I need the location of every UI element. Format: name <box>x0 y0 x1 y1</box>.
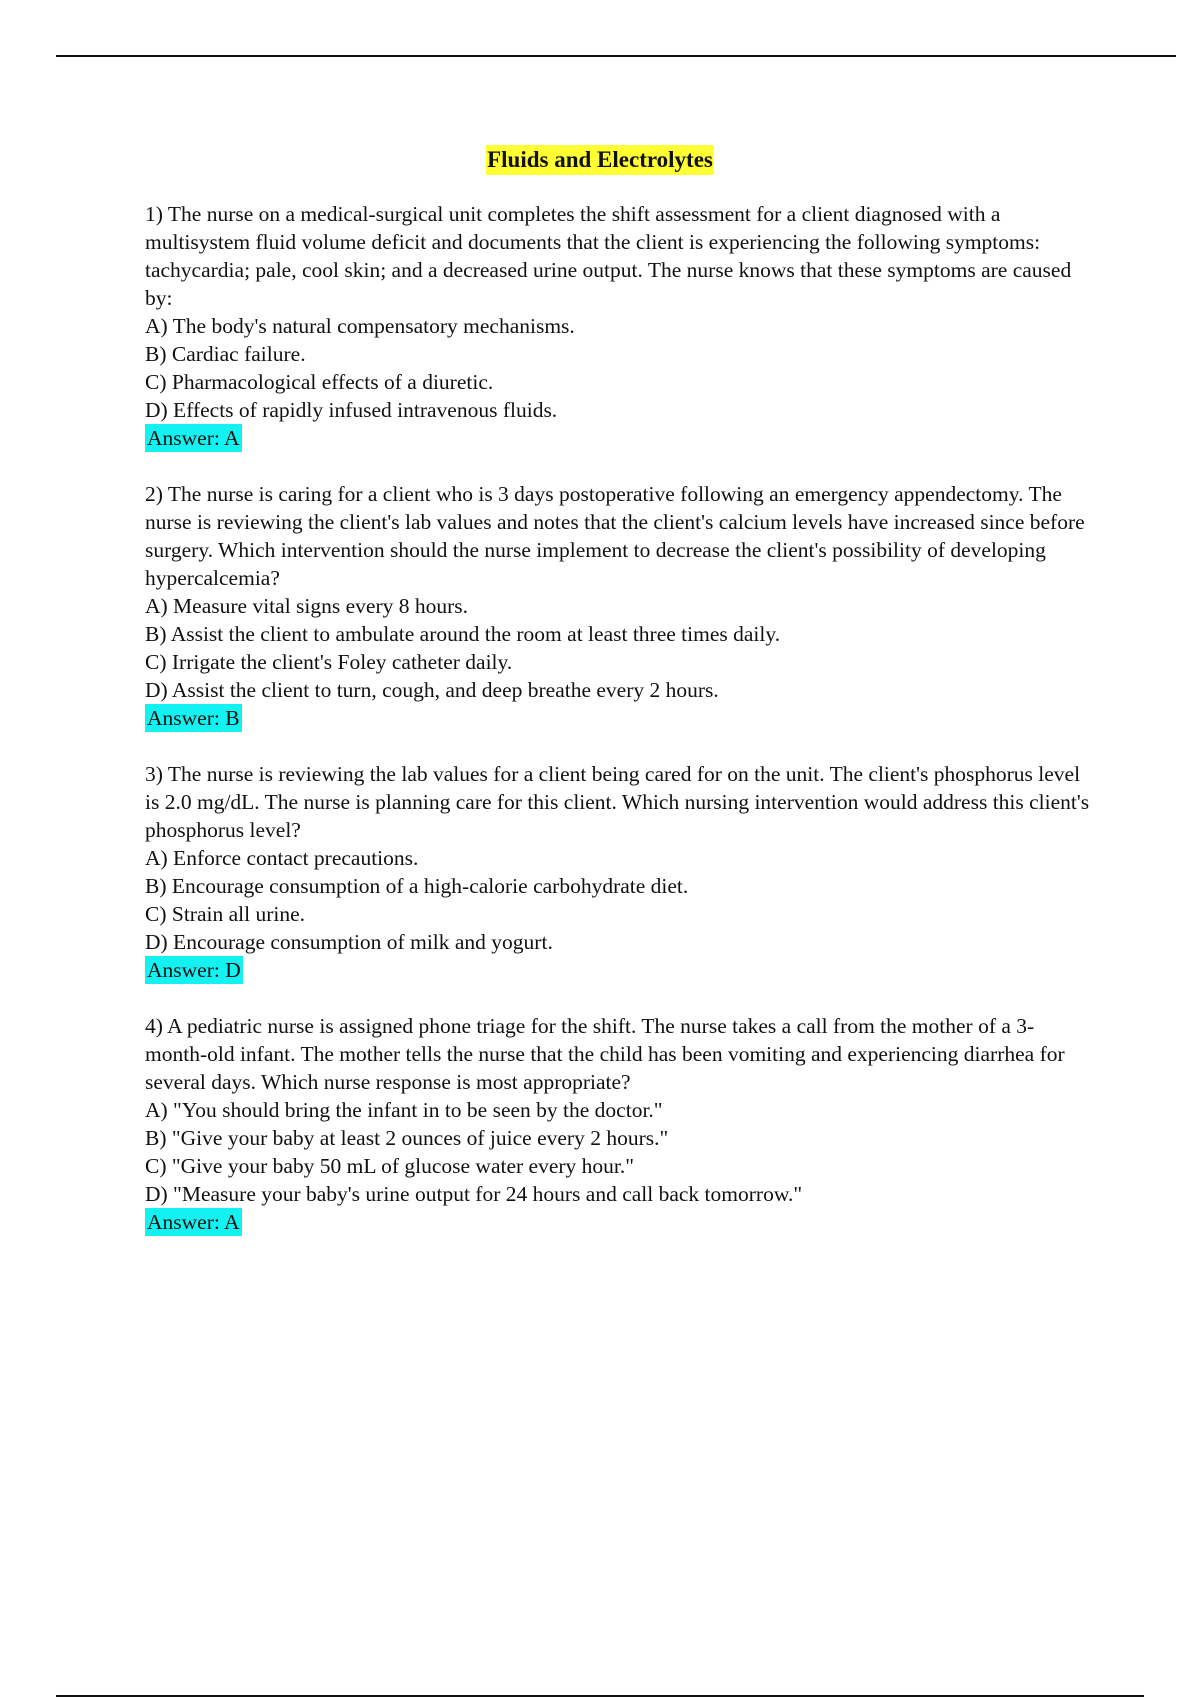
question-2 <box>145 480 1090 732</box>
answer-label: Answer: A <box>147 1210 240 1234</box>
top-rule <box>56 55 1176 57</box>
bottom-rule <box>56 1695 1144 1697</box>
question-list <box>145 200 1090 1264</box>
option-d: D) Effects of rapidly infused intravenous fluids. <box>145 398 558 422</box>
question-1 <box>145 200 1090 452</box>
option-a: A) "You should bring the infant in to be seen by the doctor." <box>145 1098 663 1122</box>
option-c: C) Strain all urine. <box>145 902 306 926</box>
answer-label: Answer: B <box>147 706 240 730</box>
question-3 <box>145 760 1090 984</box>
option-b: B) "Give your baby at least 2 ounces of juice every 2 hours." <box>145 1126 669 1150</box>
option-c: C) Irrigate the client's Foley catheter daily. <box>145 650 513 674</box>
option-a: A) Measure vital signs every 8 hours. <box>145 594 469 618</box>
question-4 <box>145 1012 1090 1236</box>
option-c: C) "Give your baby 50 mL of glucose water every hour." <box>145 1154 635 1178</box>
option-d: D) Assist the client to turn, cough, and deep breathe every 2 hours. <box>145 678 719 702</box>
question-stem: 1) The nurse on a medical-surgical unit completes the shift assessment for a client diagnosed with a multisystem fluid volume deficit and documents that the client is experiencing the following symptoms: tachycardia; pale, cool skin; and a decreased urine output. The nurse knows that these symptoms are caused by: <box>145 202 1072 310</box>
answer-label: Answer: D <box>147 958 241 982</box>
option-b: B) Cardiac failure. <box>145 342 306 366</box>
option-a: A) The body's natural compensatory mechanisms. <box>145 314 575 338</box>
option-d: D) "Measure your baby's urine output for 24 hours and call back tomorrow." <box>145 1182 803 1206</box>
option-c: C) Pharmacological effects of a diuretic. <box>145 370 494 394</box>
question-stem: 3) The nurse is reviewing the lab values for a client being cared for on the unit. The client's phosphorus level is 2.0 mg/dL. The nurse is planning care for this client. Which nursing intervention would address this client's phosphorus level? <box>145 762 1090 842</box>
question-stem: 4) A pediatric nurse is assigned phone triage for the shift. The nurse takes a call from the mother of a 3-month-old infant. The mother tells the nurse that the child has been vomiting and experiencing diarrhea for several days. Which nurse response is most appropriate? <box>145 1014 1065 1094</box>
option-d: D) Encourage consumption of milk and yogurt. <box>145 930 553 954</box>
answer-label: Answer: A <box>147 426 240 450</box>
document-title: Fluids and Electrolytes <box>486 145 714 175</box>
option-b: B) Encourage consumption of a high-calorie carbohydrate diet. <box>145 874 689 898</box>
question-stem: 2) The nurse is caring for a client who is 3 days postoperative following an emergency appendectomy. The nurse is reviewing the client's lab values and notes that the client's calcium levels have increased since before surgery. Which intervention should the nurse implement to decrease the client's possibility of developing hypercalcemia? <box>145 482 1085 590</box>
option-a: A) Enforce contact precautions. <box>145 846 419 870</box>
option-b: B) Assist the client to ambulate around the room at least three times daily. <box>145 622 781 646</box>
title-container <box>0 145 1200 175</box>
